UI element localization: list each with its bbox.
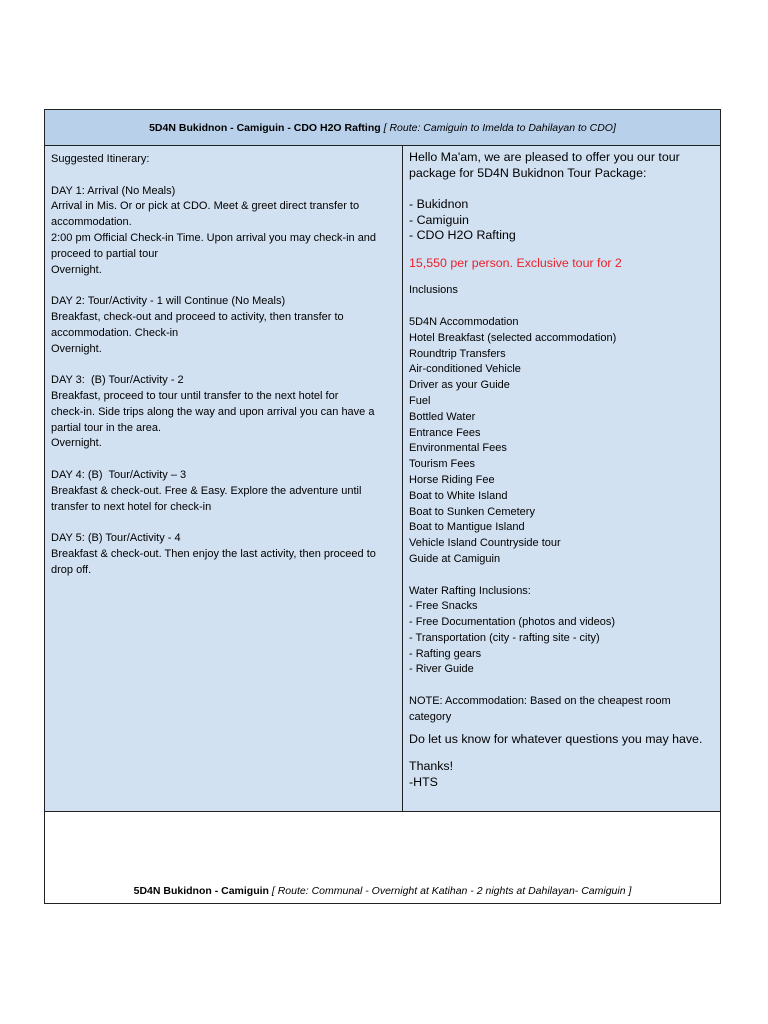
rafting-item: - River Guide xyxy=(409,663,474,676)
thanks-text: Thanks! xyxy=(409,759,454,774)
inclusion-item: Environmental Fees xyxy=(409,442,507,455)
day-line: proceed to partial tour xyxy=(51,247,159,260)
day-block-5 xyxy=(51,531,396,578)
day-line: Arrival in Mis. Or or pick at CDO. Meet & greet direct transfer to xyxy=(51,200,360,213)
inclusion-item: Entrance Fees xyxy=(409,426,481,439)
inclusion-item: Bottled Water xyxy=(409,410,476,423)
day-line: drop off. xyxy=(51,563,92,576)
footer-route: [ Route: Communal - Overnight at Katihan - 2 nights at Dahilayan- Camiguin ] xyxy=(271,885,632,897)
closing-text: Do let us know for whatever questions you may have. xyxy=(409,731,703,746)
day-line: DAY 5: (B) Tour/Activity - 4 xyxy=(51,532,181,545)
note-text xyxy=(409,694,714,726)
day-line: Breakfast & check-out. Free & Easy. Explore the adventure until xyxy=(51,484,362,497)
header-route: [ Route: Camiguin to Imelda to Dahilayan to CDO] xyxy=(383,121,616,134)
inclusion-item: Vehicle Island Countryside tour xyxy=(409,537,561,550)
inclusion-item: Driver as your Guide xyxy=(409,379,510,392)
itinerary-table xyxy=(44,109,721,904)
greeting-line: package for 5D4N Bukidnon Tour Package: xyxy=(409,165,647,180)
rafting-item: - Free Snacks xyxy=(409,600,478,613)
day-line: Overnight. xyxy=(51,263,102,276)
rafting-list xyxy=(409,599,714,678)
footer-title: 5D4N Bukidnon - Camiguin xyxy=(133,885,269,897)
greeting-text xyxy=(409,150,714,181)
inclusion-item: Tourism Fees xyxy=(409,458,476,471)
note-line: category xyxy=(409,710,452,723)
inclusion-item: Boat to White Island xyxy=(409,489,508,502)
note-line: NOTE: Accommodation: Based on the cheapest room xyxy=(409,695,671,708)
day-block-3 xyxy=(51,373,396,452)
day-line: DAY 3: (B) Tour/Activity - 2 xyxy=(51,374,184,387)
day-line: DAY 1: Arrival (No Meals) xyxy=(51,184,176,197)
day-line: accommodation. Check-in xyxy=(51,326,179,339)
itinerary-column xyxy=(45,146,403,811)
day-line: DAY 4: (B) Tour/Activity – 3 xyxy=(51,468,187,481)
inclusion-item: 5D4N Accommodation xyxy=(409,315,519,328)
itinerary-heading: Suggested Itinerary: xyxy=(51,153,150,165)
inclusion-item: Roundtrip Transfers xyxy=(409,347,506,360)
inclusion-item: Hotel Breakfast (selected accommodation) xyxy=(409,331,617,344)
day-line: Breakfast & check-out. Then enjoy the last activity, then proceed to xyxy=(51,547,376,560)
day-block-2 xyxy=(51,294,396,357)
content-row xyxy=(45,146,720,812)
destination-item: - Camiguin xyxy=(409,212,469,227)
header-row xyxy=(45,110,720,146)
day-line: Overnight. xyxy=(51,342,102,355)
day-line: DAY 2: Tour/Activity - 1 will Continue (No Meals) xyxy=(51,295,286,308)
footer-row xyxy=(45,812,720,903)
destination-list xyxy=(409,197,714,244)
day-line: Breakfast, check-out and proceed to activity, then transfer to xyxy=(51,310,344,323)
inclusion-item: Fuel xyxy=(409,394,431,407)
day-block-4 xyxy=(51,468,396,515)
header-title: 5D4N Bukidnon - Camiguin - CDO H2O Rafting xyxy=(149,121,381,134)
day-line: accommodation. xyxy=(51,216,132,229)
destination-item: - CDO H2O Rafting xyxy=(409,228,516,243)
destination-item: - Bukidnon xyxy=(409,196,469,211)
inclusion-item: Boat to Sunken Cemetery xyxy=(409,505,535,518)
day-line: check-in. Side trips along the way and upon arrival you can have a xyxy=(51,405,375,418)
inclusion-item: Horse Riding Fee xyxy=(409,473,495,486)
rafting-item: - Rafting gears xyxy=(409,647,482,660)
day-line: 2:00 pm Official Check-in Time. Upon arrival you may check-in and xyxy=(51,231,377,244)
rafting-item: - Transportation (city - rafting site - city) xyxy=(409,631,600,644)
day-line: transfer to next hotel for check-in xyxy=(51,500,212,513)
rafting-heading: Water Rafting Inclusions: xyxy=(409,584,531,597)
inclusion-item: Guide at Camiguin xyxy=(409,552,501,565)
greeting-line: Hello Ma'am, we are pleased to offer you our tour xyxy=(409,150,680,164)
rafting-item: - Free Documentation (photos and videos) xyxy=(409,616,616,629)
inclusion-item: Air-conditioned Vehicle xyxy=(409,363,521,376)
day-block-1 xyxy=(51,184,396,279)
inclusions-heading: Inclusions xyxy=(409,284,458,297)
price-text: 15,550 per person. Exclusive tour for 2 xyxy=(409,255,622,270)
offer-column xyxy=(403,146,720,811)
inclusions-list xyxy=(409,315,714,568)
inclusion-item: Boat to Mantigue Island xyxy=(409,521,525,534)
day-line: partial tour in the area. xyxy=(51,421,162,434)
signature-text: -HTS xyxy=(409,774,438,789)
day-line: Breakfast, proceed to tour until transfer to the next hotel for xyxy=(51,389,339,402)
itinerary-days xyxy=(51,168,396,579)
day-line: Overnight. xyxy=(51,437,102,450)
